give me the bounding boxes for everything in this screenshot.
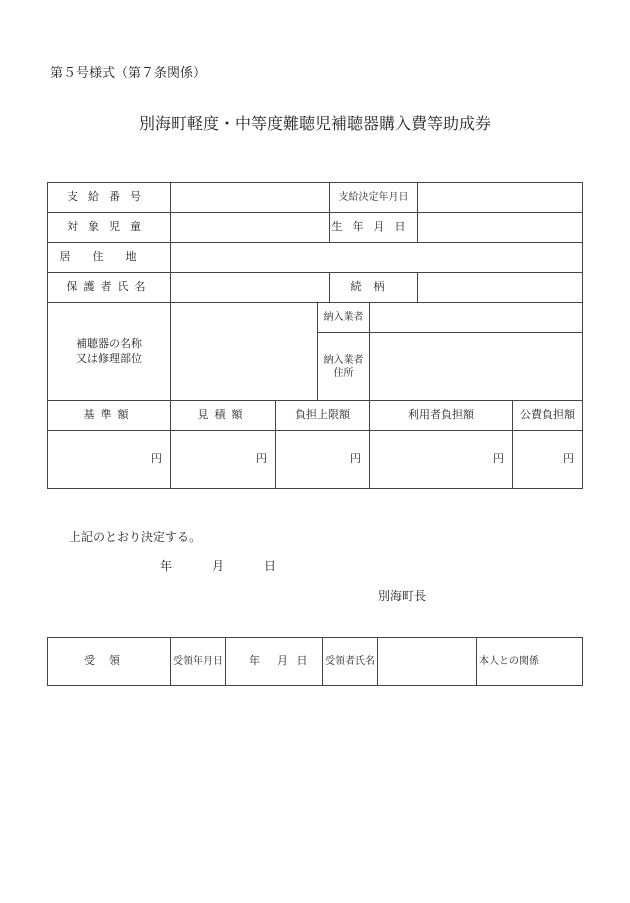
header-public-burden: 公費負担額 <box>513 401 583 431</box>
relationship-to-person-label: 本人との関係 <box>477 638 583 686</box>
public-burden-field[interactable]: 円 <box>513 431 583 489</box>
form-number: 第５号様式（第７条関係） <box>50 66 207 81</box>
date-day: 日 <box>264 559 277 573</box>
receipt-day: 日 <box>296 654 308 668</box>
decision-date-line <box>160 557 276 574</box>
mayor-signature: 別海町長 <box>378 589 427 603</box>
standard-amount-field[interactable]: 円 <box>48 431 171 489</box>
estimate-amount-field[interactable]: 円 <box>171 431 276 489</box>
receipt-date-label: 受領年月日 <box>171 638 226 686</box>
relationship-field[interactable] <box>418 273 583 303</box>
support-number-field[interactable] <box>171 183 330 213</box>
device-name-label-line2: 又は修理部位 <box>76 351 142 365</box>
residence-field[interactable] <box>171 243 583 273</box>
receipt-label: 受領 <box>48 638 171 686</box>
recipient-name-label: 受領者氏名 <box>323 638 378 686</box>
header-estimate-amount: 見積額 <box>171 401 276 431</box>
supplier-address-label-line1: 納入業者 <box>323 354 364 366</box>
birth-date-field[interactable] <box>418 213 583 243</box>
receipt-table <box>47 637 583 686</box>
birth-date-label: 生年月日 <box>330 213 418 243</box>
decision-date-label: 支給決定年月日 <box>330 183 418 213</box>
receipt-month: 月 <box>277 654 288 668</box>
supplier-address-label <box>318 333 370 401</box>
supplier-label: 納入業者 <box>318 303 370 333</box>
document-title: 別海町軽度・中等度難聴児補聴器購入費等助成券 <box>138 114 491 133</box>
receipt-date-field[interactable] <box>226 638 323 686</box>
recipient-name-field[interactable] <box>378 638 477 686</box>
header-standard-amount: 基準額 <box>48 401 171 431</box>
supplier-field[interactable] <box>370 303 583 333</box>
date-month: 月 <box>212 559 225 573</box>
relationship-label: 続柄 <box>330 273 418 303</box>
header-user-burden: 利用者負担額 <box>370 401 513 431</box>
decision-date-field[interactable] <box>418 183 583 213</box>
burden-limit-field[interactable]: 円 <box>276 431 370 489</box>
residence-label: 居住地 <box>48 243 171 273</box>
guardian-field[interactable] <box>171 273 330 303</box>
device-name-label-line1: 補聴器の名称 <box>76 337 142 351</box>
guardian-label: 保護者氏名 <box>48 273 171 303</box>
receipt-year: 年 <box>249 654 260 668</box>
target-child-field[interactable] <box>171 213 330 243</box>
header-burden-limit: 負担上限額 <box>276 401 370 431</box>
decision-statement: 上記のとおり決定する。 <box>69 530 202 544</box>
user-burden-field[interactable]: 円 <box>370 431 513 489</box>
date-year: 年 <box>160 559 173 573</box>
support-number-label: 支給番号 <box>48 183 171 213</box>
target-child-label: 対象児童 <box>48 213 171 243</box>
device-name-field[interactable] <box>171 303 318 401</box>
supplier-address-field[interactable] <box>370 333 583 401</box>
main-form-table <box>47 182 583 489</box>
supplier-address-label-line2: 住所 <box>333 367 354 379</box>
device-name-label <box>48 303 171 401</box>
